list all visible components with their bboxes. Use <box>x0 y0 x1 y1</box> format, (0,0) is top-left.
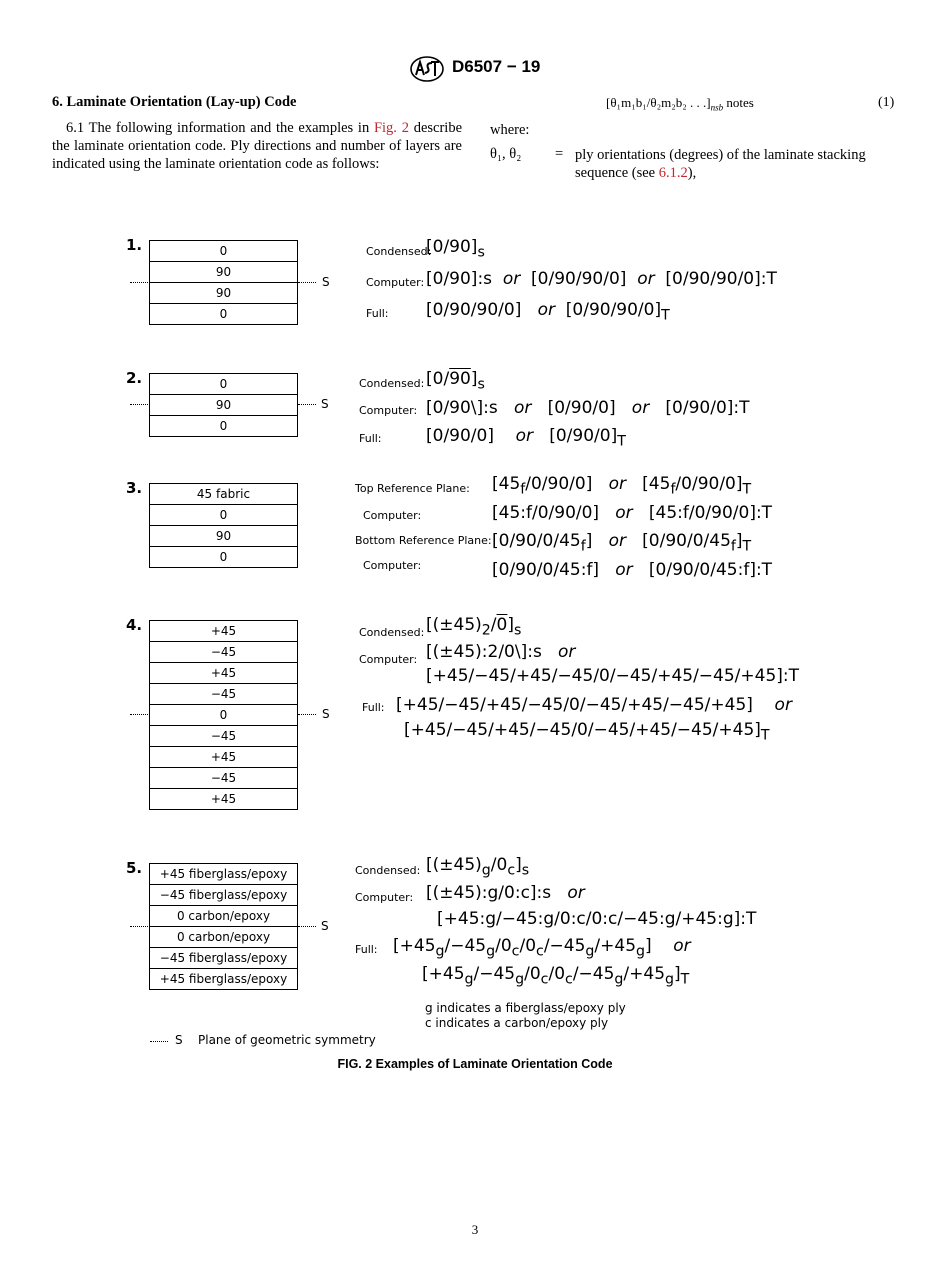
figure-link[interactable]: Fig. 2 <box>373 120 409 136</box>
ply-stack <box>149 863 298 990</box>
symmetry-label: S <box>321 919 329 933</box>
computer-label: Computer: <box>359 404 418 417</box>
full-label: Full: <box>366 307 389 320</box>
ply: −45 fiberglass/epoxy <box>150 948 297 969</box>
ply: +45 <box>150 789 297 810</box>
condensed-label: Condensed: <box>359 626 425 639</box>
full-label: Full: <box>355 943 378 956</box>
where-label: where: <box>490 122 530 138</box>
document-id: D6507 − 19 <box>452 57 541 76</box>
ply: +45 <box>150 621 297 642</box>
note-g: g indicates a fiberglass/epoxy ply <box>425 1001 626 1015</box>
ply: 0 <box>150 304 297 325</box>
ply: −45 fiberglass/epoxy <box>150 885 297 906</box>
equation: [θ₁m₁b₁/θ₂m₂b₂ . . $.]_{nsb}$ notes <box>606 95 754 113</box>
computer-code: [45:f/0/90/0] or [45:f/0/90/0]:T <box>492 503 773 523</box>
ply: 0 <box>150 416 297 437</box>
symmetry-line <box>298 926 316 927</box>
full-code-cont: $[+45/-45/+45/-45/0/-45/+45/-45/+45]_T$ <box>404 720 770 744</box>
symmetry-line <box>298 282 316 283</box>
example-number: 3. <box>126 479 143 497</box>
computer-code-cont: [+45:g/−45:g/0:c/0:c/−45:g/+45:g]:T <box>437 909 757 929</box>
full-label: Full: <box>359 432 382 445</box>
bottom-reference-label: Bottom Reference Plane: <box>355 534 492 547</box>
condensed-label: Condensed: <box>366 245 432 258</box>
symmetry-label: S <box>322 275 330 289</box>
bottom-reference-code: $[0/90/0/45_f]$ or $[0/90/0/45_f]_T$ <box>492 531 752 555</box>
ply: +45 <box>150 747 297 768</box>
top-reference-code: $[45_f/0/90/0]$ or $[45_f/0/90/0]_T$ <box>492 474 752 498</box>
ply: −45 <box>150 684 297 705</box>
symmetry-line <box>298 404 316 405</box>
computer-code: [0/90]:s or [0/90/90/0] or [0/90/90/0]:T <box>426 269 777 289</box>
ply-stack <box>149 373 298 437</box>
ply: +45 fiberglass/epoxy <box>150 864 297 885</box>
equation-number: (1) <box>878 95 895 110</box>
ply: −45 <box>150 768 297 789</box>
computer-code: [(±45):2/0\]:s or <box>426 642 576 662</box>
figure-caption: FIG. 2 Examples of Laminate Orientation Code <box>337 1057 613 1071</box>
symmetry-line <box>130 282 148 283</box>
ply: 0 <box>150 705 297 726</box>
example-number: 5. <box>126 859 143 877</box>
full-code-cont: $[+45_g/-45_g/0_c/0_c/-45_g/+45_g]_T$ <box>422 964 690 988</box>
ply: −45 <box>150 726 297 747</box>
full-code: [+45/−45/+45/−45/0/−45/+45/−45/+45] or <box>396 695 792 715</box>
ply: 0 carbon/epoxy <box>150 927 297 948</box>
condensed-code: $[0/90]_s$ <box>426 237 485 261</box>
symmetry-label: S <box>322 707 330 721</box>
ply: 0 <box>150 374 297 395</box>
ply: 0 <box>150 241 297 262</box>
ply: 90 <box>150 526 297 547</box>
condensed-label: Condensed: <box>359 377 425 390</box>
full-code: [0/90/0] or $[0/90/0]_T$ <box>426 426 626 450</box>
section-paragraph: 6.1 The following information and the examples in Fig. 2 describe the laminate orientation code. Ply directions and number of layers are indicated using the laminate orientation code as follows: <box>52 120 463 172</box>
symmetry-line <box>130 714 148 715</box>
ply-stack <box>149 240 298 325</box>
example-number: 1. <box>126 236 143 254</box>
computer-label: Computer: <box>355 891 414 904</box>
condensed-code: $[(\pm 45)_g/0_c]_s$ <box>426 855 530 879</box>
full-code: [0/90/90/0] or $[0/90/90/0]_T$ <box>426 300 670 324</box>
section-title: 6. Laminate Orientation (Lay-up) Code <box>52 94 297 110</box>
ply: 45 fabric <box>150 484 297 505</box>
top-reference-label: Top Reference Plane: <box>355 482 470 495</box>
theta-symbol: θ₁, θ₂ <box>490 146 522 162</box>
ply: 90 <box>150 262 297 283</box>
equals-sign: = <box>555 146 564 162</box>
ply: +45 <box>150 663 297 684</box>
symmetry-line <box>130 404 148 405</box>
astm-logo-icon <box>409 56 445 82</box>
ply: 90 <box>150 395 297 416</box>
symmetry-label: S <box>321 397 329 411</box>
condensed-code: $[0/90]_s$ <box>426 369 485 393</box>
ply: 90 <box>150 283 297 304</box>
legend-text: Plane of geometric symmetry <box>198 1033 376 1047</box>
ply: +45 fiberglass/epoxy <box>150 969 297 990</box>
section-link[interactable]: 6.1.2 <box>658 165 688 181</box>
legend-symbol: S <box>175 1033 183 1047</box>
computer-code: [(±45):g/0:c]:s or <box>426 883 585 903</box>
symmetry-line <box>298 714 316 715</box>
note-c: c indicates a carbon/epoxy ply <box>425 1016 609 1030</box>
computer-label: Computer: <box>359 653 418 666</box>
computer-code: [0/90\]:s or [0/90/0] or [0/90/0]:T <box>426 398 750 418</box>
legend-symmetry-line <box>150 1041 168 1042</box>
computer-code: [0/90/0/45:f] or [0/90/0/45:f]:T <box>492 560 773 580</box>
page-number: 3 <box>471 1222 479 1237</box>
computer-label: Computer: <box>363 509 422 522</box>
full-label: Full: <box>362 701 385 714</box>
ply: −45 <box>150 642 297 663</box>
computer-label: Computer: <box>363 559 422 572</box>
example-number: 2. <box>126 369 143 387</box>
ply-stack <box>149 620 298 810</box>
computer-label: Computer: <box>366 276 425 289</box>
theta-definition: ply orientations (degrees) of the laminate stacking sequence (see 6.1.2), <box>575 147 866 181</box>
computer-code-cont: [+45/−45/+45/−45/0/−45/+45/−45/+45]:T <box>426 666 800 686</box>
condensed-label: Condensed: <box>355 864 421 877</box>
condensed-code: $[(\pm 45)_2/0]_s$ <box>426 615 522 639</box>
full-code: $[+45_g/-45_g/0_c/0_c/-45_g/+45_g]$ or <box>393 936 691 960</box>
ply: 0 <box>150 505 297 526</box>
ply: 0 carbon/epoxy <box>150 906 297 927</box>
example-number: 4. <box>126 616 143 634</box>
ply: 0 <box>150 547 297 568</box>
symmetry-line <box>130 926 148 927</box>
ply-stack <box>149 483 298 568</box>
